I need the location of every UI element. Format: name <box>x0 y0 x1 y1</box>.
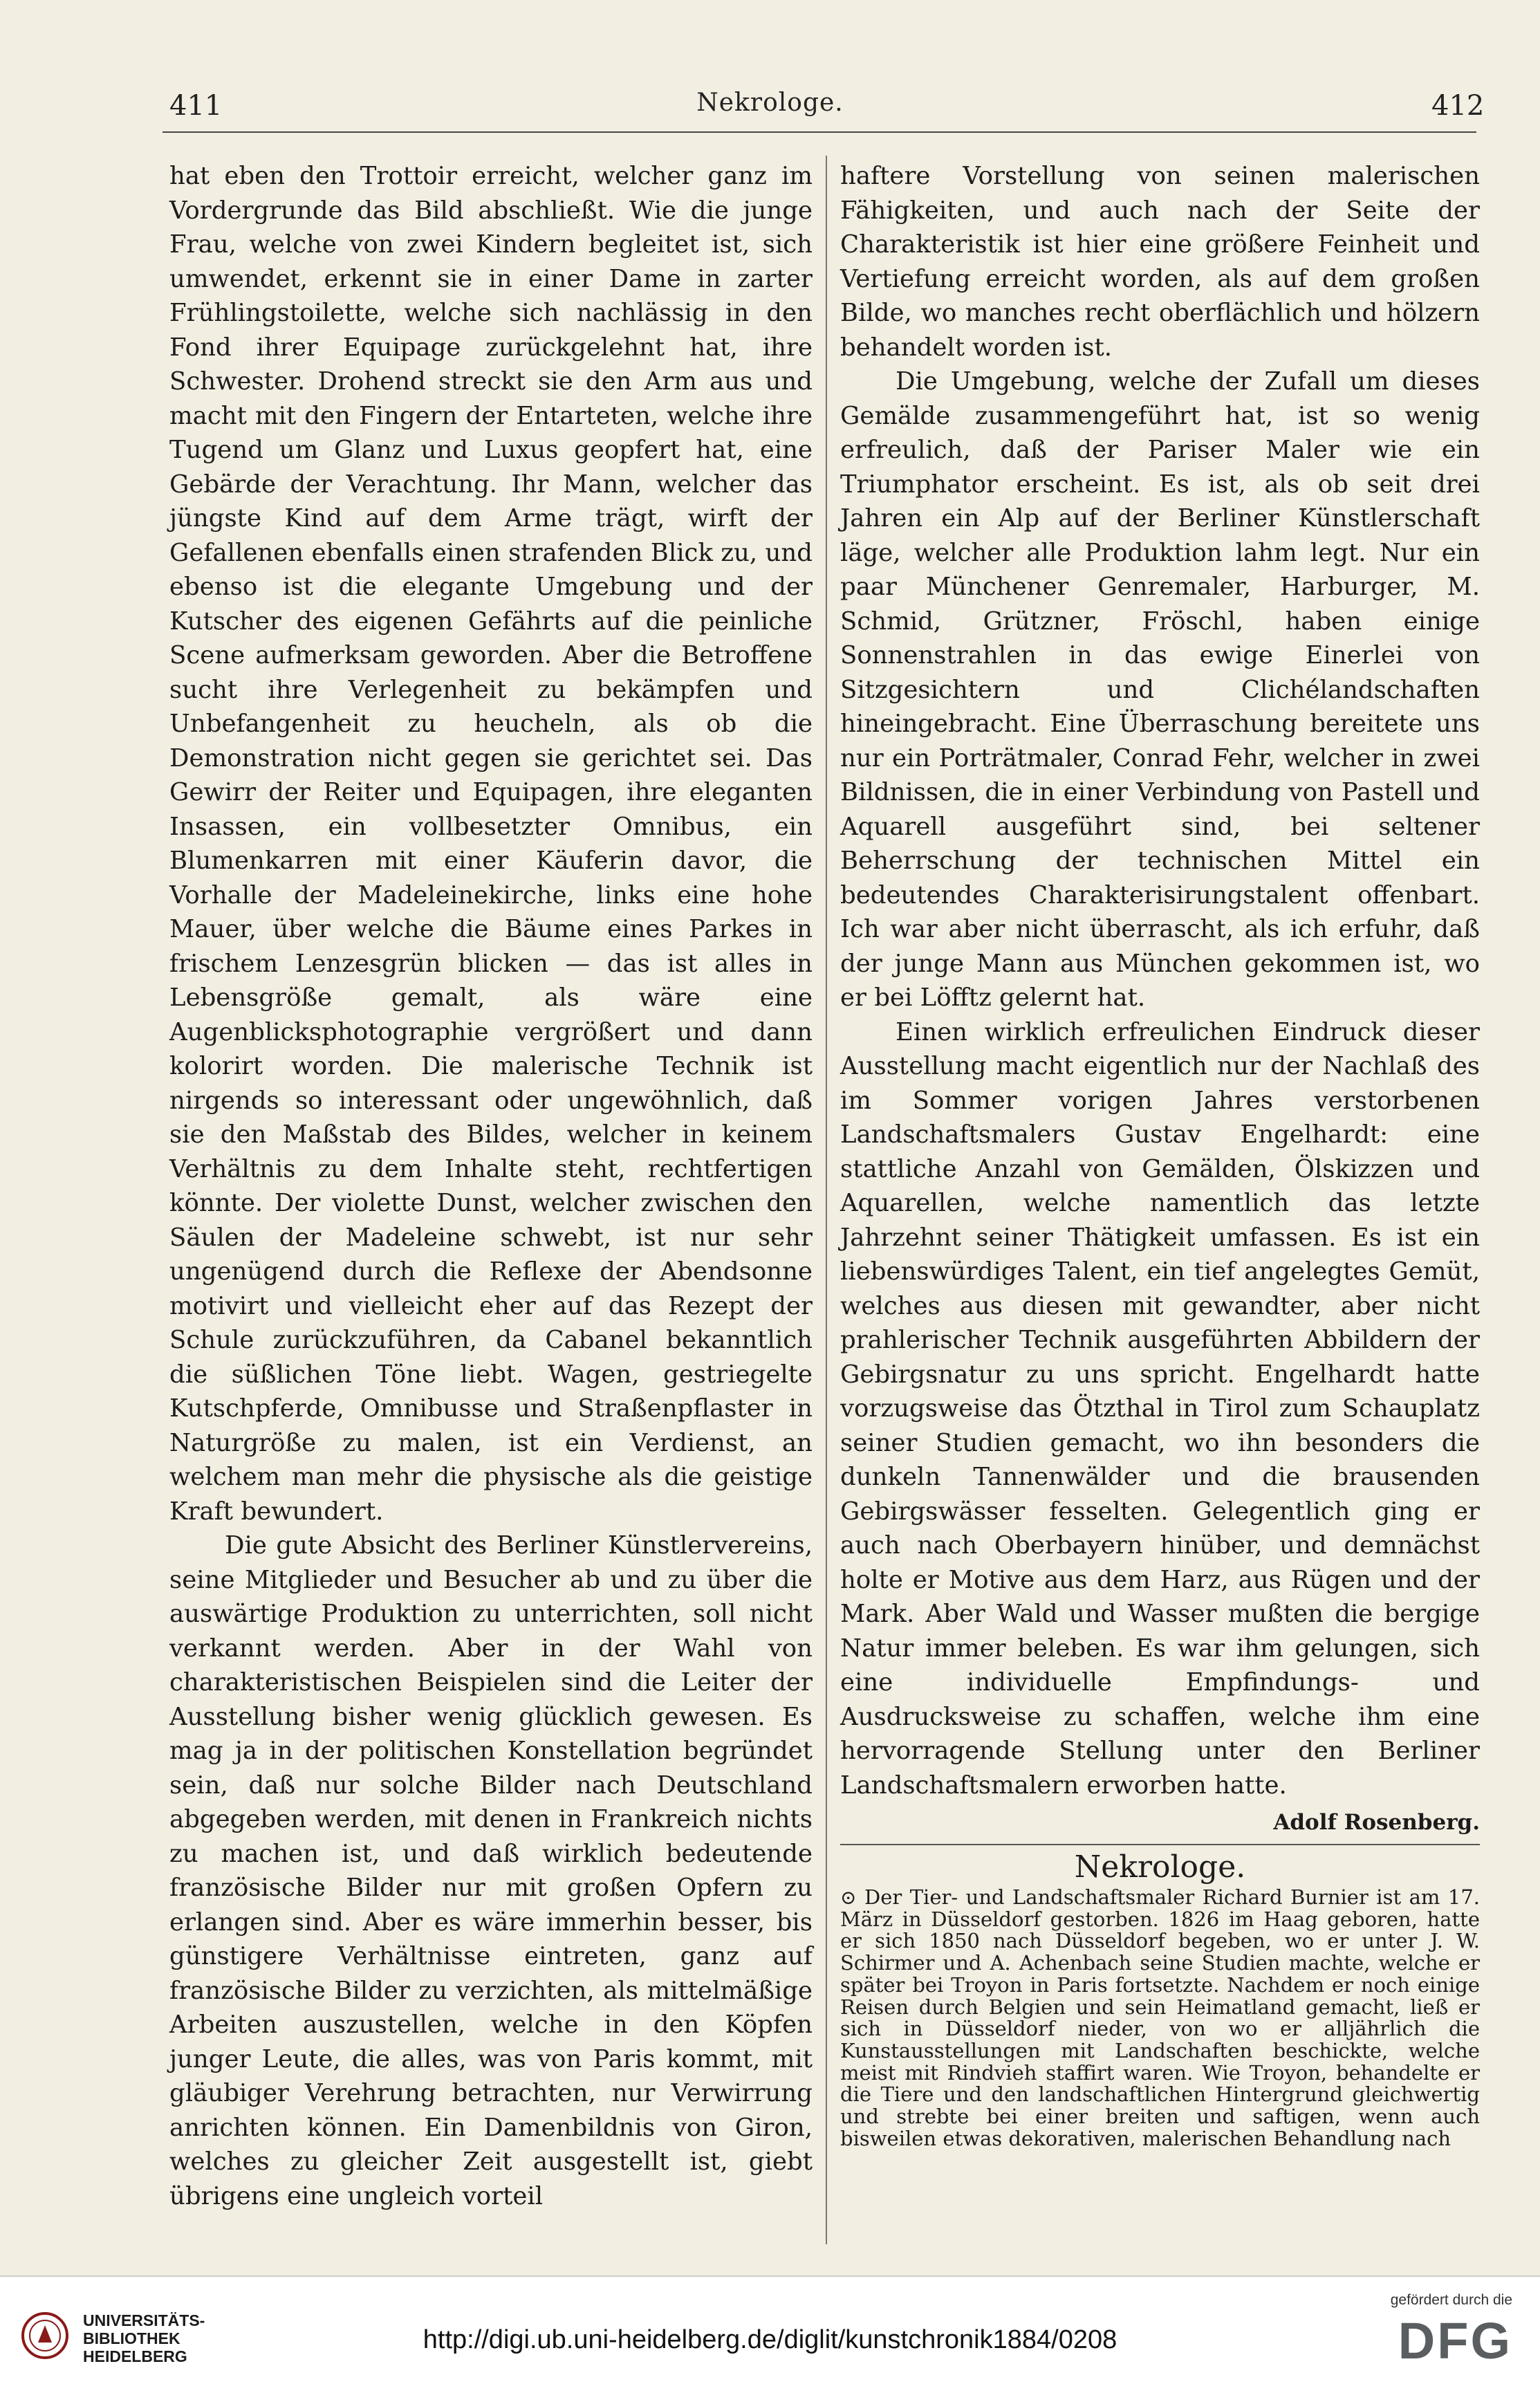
header-rule <box>163 131 1476 133</box>
paragraph: Die gute Absicht des Berliner Künstlervereins, seine Mitglieder und Besucher ab und zu über die auswärtige Produktion zu unterrichten, soll nicht verkannt werden. Aber in der Wahl von charakteristischen Beispielen sind die Leiter der Ausstellung bisher wenig glücklich gewesen. Es mag ja in der politischen Konstellation begründet sein, daß nur solche Bilder nach Deutschland abgegeben werden, mit denen in Frankreich nichts zu machen ist, und daß wirklich bedeutende französische Bilder nur mit großen Opfern zu erlangen sind. Aber es wäre immerhin besser, bis günstigere Verhältnisse eintreten, ganz auf französische Bilder zu verzichten, als mittelmäßige Arbeiten auszustellen, welche in den Köpfen junger Leute, die alles, was von Paris kommt, mit gläubiger Verehrung betrachten, nur Verwirrung anrichten können. Ein Damenbildnis von Giron, welches zu gleicher Zeit ausgestellt ist, giebt übrigens eine ungleich vorteil <box>169 1531 813 2210</box>
paragraph: haftere Vorstellung von seinen malerischen Fähigkeiten, und auch nach der Seite der Charakteristik ist hier eine größere Feinheit und Vertiefung erreicht worden, als auf dem großen Bilde, wo manches recht oberflächlich und hölzern behandelt worden ist. <box>840 162 1480 362</box>
section-rule <box>840 1844 1480 1845</box>
page-number-left: 411 <box>169 90 223 122</box>
dfg-logo: DFG <box>1398 2312 1512 2369</box>
author-signature: Adolf Rosenberg. <box>1273 1810 1480 1835</box>
paragraph: Einen wirklich erfreulichen Eindruck dieser Ausstellung macht eigentlich nur der Nachlaß des im Sommer vorigen Jahres verstorbenen Landschaftsmalers Gustav Engelhardt: eine stattliche Anzahl von Gemälden, Ölskizzen und Aquarellen, welche namentlich das letzte Jahrzehnt seiner Thätigkeit umfassen. Es ist ein liebenswürdiges Talent, ein tief angelegtes Gemüt, welches aus diesen mit gewandter, aber nicht prahlerischer Technik ausgeführten Abbildern der Gebirgsnatur zu uns spricht. Engelhardt hatte vorzugsweise das Ötzthal in Tirol zum Schauplatz seiner Studien gemacht, wo ihn besonders die dunkeln Tannenwälder und die brausenden Gebirgswässer fesselten. Gelegentlich ging er auch nach Oberbayern hinüber, und demnächst holte er Motive aus dem Harz, aus Rügen und der Mark. Aber Wald und Wasser mußten die bergige Natur immer beleben. Es war ihm gelungen, sich eine individuelle Empfindungs- und Ausdrucksweise zu schaffen, welche ihm eine hervorragende Stellung unter den Berliner Landschaftsmalern erworben hatte. <box>840 1017 1480 1800</box>
institution-line: BIBLIOTHEK <box>83 2329 180 2347</box>
funding-label: gefördert durch die <box>1390 2292 1512 2308</box>
obituary-mark-icon: ⊙ <box>840 1886 857 1909</box>
paragraph: Die Umgebung, welche der Zufall um dieses Gemälde zusammengeführt hat, ist so wenig erfreulich, daß der Pariser Maler wie ein Triumphator erscheint. Es ist, als ob seit drei Jahren ein Alp auf der Berliner Künstlerschaft läge, welcher alle Produktion lahm legt. Nur ein paar Münchener Genremaler, Harburger, M. Schmid, Grützner, Fröschl, haben einige Sonnenstrahlen in das ewige Einerlei von Sitzgesichtern und Clichélandschaften hineingebracht. Eine Überraschung bereitete uns nur ein Porträtmaler, Conrad Fehr, welcher in zwei Bildnissen, die in einer Verbindung von Pastell und Aquarell ausgeführt sind, bei seltener Beherrschung der technischen Mittel ein bedeutendes Charakterisirungstalent offenbart. Ich war aber nicht überrascht, als ich erfuhr, daß der junge Mann aus München gekommen ist, wo er bei Löfftz gelernt hat. <box>840 367 1480 1012</box>
section-title: Nekrologe. <box>1074 1849 1246 1885</box>
right-column <box>840 159 1480 2150</box>
column-divider <box>826 156 827 2244</box>
page-number-right: 412 <box>1431 90 1485 122</box>
obituary-paragraph <box>840 1887 1480 2150</box>
obituary-text: Der Tier- und Landschaftsmaler Richard Burnier ist am 17. März in Düsseldorf gestorben. 1826 im Haag geboren, hatte er sich 1850 nach Düsseldorf begeben, wo er unter J. W. Schirmer und A. Achenbach seine Studien machte, welche er später bei Troyon in Paris fortsetzte. Nachdem er noch einige Reisen durch Belgien und sein Heimatland gemacht, ließ er sich in Düsseldorf nieder, von wo er alljährlich die Kunstausstellungen mit Landschaften beschickte, welche meist mit Rindvieh staffirt waren. Wie Troyon, behandelte er die Tiere und den landschaftlichen Hintergrund gleichwertig und strebte bei einer breiten und saftigen, wenn auch bisweilen etwas dekorativen, malerischen Behandlung nach <box>840 1885 1480 2150</box>
footer-bar <box>0 2275 1540 2402</box>
paragraph: hat eben den Trottoir erreicht, welcher ganz im Vordergrunde das Bild abschließt. Wie die junge Frau, welche von zwei Kindern begleitet ist, sich umwendet, erkennt sie in einer Dame in zarter Frühlingstoilette, welche sich nachlässig in den Fond ihrer Equipage zurückgelehnt hat, ihre Schwester. Drohend streckt sie den Arm aus und macht mit den Fingern der Entarteten, welche ihre Tugend um Glanz und Luxus geopfert hat, eine Gebärde der Verachtung. Ihr Mann, welcher das jüngste Kind auf dem Arme trägt, wirft der Gefallenen ebenfalls einen strafenden Blick zu, und ebenso ist die elegante Umgebung und der Kutscher des eigenen Gefährts auf die peinliche Scene aufmerksam geworden. Aber die Betroffene sucht ihre Verlegenheit zu bekämpfen und Unbefangenheit zu heucheln, als ob die Demonstration nicht gegen sie gerichtet sei. Das Gewirr der Reiter und Equipagen, ihre eleganten Insassen, ein vollbesetzter Omnibus, ein Blumenkarren mit einer Käuferin davor, die Vorhalle der Madeleinekirche, links eine hohe Mauer, über welche die Bäume eines Parkes in frischem Lenzesgrün blicken — das ist alles in Lebensgröße gemalt, als wäre eine Augenblicksphotographie vergrößert und dann kolorirt worden. Die malerische Technik ist nirgends so interessant oder ungewöhnlich, daß sie den Maßstab des Bildes, welcher in keinem Verhältnis zu dem Inhalte steht, rechtfertigen könnte. Der violette Dunst, welcher zwischen den Säulen der Madeleine schwebt, ist nur sehr ungenügend durch die Reflexe der Abendsonne motivirt und vielleicht eher auf das Rezept der Schule zurückzuführen, da Cabanel bekanntlich die süßlichen Töne liebt. Wagen, gestriegelte Kutschpferde, Omnibusse und Straßenpflaster in Naturgröße zu malen, ist ein Verdienst, an welchem man mehr die physische als die geistige Kraft bewundert. <box>169 162 813 1526</box>
running-head: Nekrologe. <box>696 89 844 117</box>
institution-line: UNIVERSITÄTS- <box>83 2311 205 2329</box>
left-column <box>169 159 813 2213</box>
institution-line: HEIDELBERG <box>83 2347 187 2365</box>
source-url-link[interactable]: http://digi.ub.uni-heidelberg.de/diglit/kunstchronik1884/0208 <box>423 2325 1117 2354</box>
funding-credit <box>1391 2292 1512 2370</box>
